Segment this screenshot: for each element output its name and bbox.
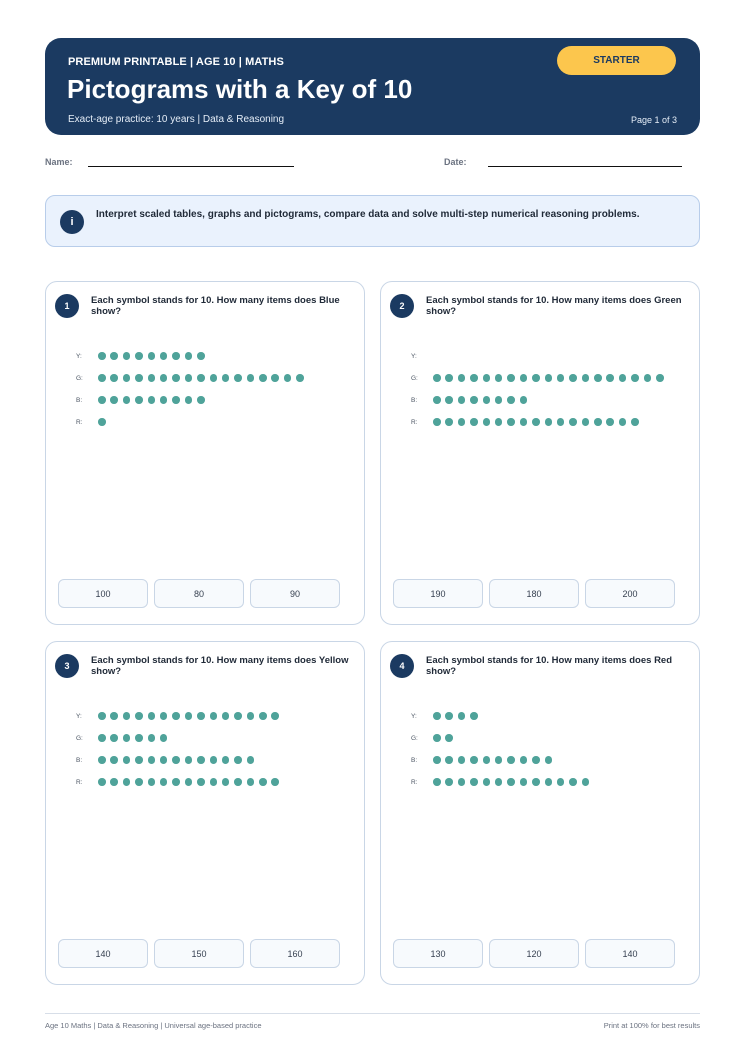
pictogram-symbol-icon <box>222 756 230 764</box>
pictogram-symbol-icon <box>470 374 478 382</box>
pictogram-symbol-icon <box>234 756 242 764</box>
pictogram-row <box>76 372 309 384</box>
pictogram-row-label: B: <box>76 756 83 764</box>
question-card <box>380 281 700 625</box>
pictogram-symbol-icon <box>296 374 304 382</box>
pictogram-symbol-icon <box>185 712 193 720</box>
pictogram-row <box>411 710 483 722</box>
pictogram-symbol-icon <box>483 418 491 426</box>
pictogram-symbols <box>433 756 557 764</box>
pictogram-row-label: G: <box>76 374 83 382</box>
pictogram-symbol-icon <box>569 374 577 382</box>
pictogram-symbol-icon <box>123 396 131 404</box>
pictogram-symbol-icon <box>507 374 515 382</box>
pictogram-symbol-icon <box>470 778 478 786</box>
pictogram-symbol-icon <box>197 778 205 786</box>
pictogram-symbol-icon <box>172 712 180 720</box>
question-text: Each symbol stands for 10. How many items does Yellow show? <box>91 655 349 677</box>
header-subtitle: Exact-age practice: 10 years | Data & Reasoning <box>68 114 285 125</box>
pictogram-symbols <box>98 712 284 720</box>
pictogram-symbol-icon <box>160 734 168 742</box>
pictogram-symbol-icon <box>507 396 515 404</box>
footer-divider <box>45 1013 700 1014</box>
pictogram-symbol-icon <box>98 352 106 360</box>
pictogram-symbol-icon <box>433 734 441 742</box>
pictogram-symbol-icon <box>98 374 106 382</box>
pictogram-symbol-icon <box>507 778 515 786</box>
pictogram-symbol-icon <box>259 374 267 382</box>
pictogram-symbol-icon <box>110 374 118 382</box>
pictogram-symbol-icon <box>656 374 664 382</box>
pictogram-symbol-icon <box>148 712 156 720</box>
pictogram-symbol-icon <box>569 418 577 426</box>
pictogram-symbol-icon <box>197 352 205 360</box>
question-number: 3 <box>55 654 79 678</box>
pictogram-symbol-icon <box>123 712 131 720</box>
pictogram-row <box>76 394 210 406</box>
pictogram-symbols <box>98 734 172 742</box>
pictogram-symbol-icon <box>110 778 118 786</box>
answer-option[interactable]: 190 <box>393 579 483 608</box>
answer-option[interactable]: 140 <box>585 939 675 968</box>
answer-options <box>393 939 681 968</box>
pictogram-symbol-icon <box>123 734 131 742</box>
answer-option[interactable]: 140 <box>58 939 148 968</box>
pictogram-symbol-icon <box>98 778 106 786</box>
pictogram-symbol-icon <box>98 734 106 742</box>
pictogram-symbol-icon <box>594 418 602 426</box>
pictogram-symbol-icon <box>98 418 106 426</box>
pictogram-symbol-icon <box>160 712 168 720</box>
pictogram-row-label: B: <box>76 396 83 404</box>
pictogram-symbol-icon <box>135 374 143 382</box>
pictogram-symbol-icon <box>520 374 528 382</box>
info-banner <box>45 195 700 247</box>
question-card <box>45 641 365 985</box>
pictogram-symbol-icon <box>172 374 180 382</box>
pictogram-symbol-icon <box>532 778 540 786</box>
pictogram-symbol-icon <box>210 374 218 382</box>
pictogram-symbol-icon <box>135 352 143 360</box>
pictogram-symbol-icon <box>271 374 279 382</box>
page-title: Pictograms with a Key of 10 <box>67 74 413 104</box>
pictogram-row-label: R: <box>411 418 418 426</box>
pictogram-symbol-icon <box>520 778 528 786</box>
pictogram-symbol-icon <box>433 418 441 426</box>
date-label: Date: <box>444 157 467 167</box>
pictogram-symbol-icon <box>619 374 627 382</box>
pictogram-row-label: G: <box>411 374 418 382</box>
pictogram-symbol-icon <box>569 778 577 786</box>
pictogram-symbols <box>433 418 644 426</box>
pictogram-symbol-icon <box>172 778 180 786</box>
pictogram-symbol-icon <box>458 396 466 404</box>
pictogram-symbol-icon <box>631 374 639 382</box>
pictogram-symbol-icon <box>495 778 503 786</box>
pictogram-symbol-icon <box>644 374 652 382</box>
pictogram-symbol-icon <box>495 418 503 426</box>
pictogram-symbol-icon <box>470 712 478 720</box>
info-text: Interpret scaled tables, graphs and pictograms, compare data and solve multi-step numerical reasoning problems. <box>96 209 640 220</box>
pictogram-symbol-icon <box>197 374 205 382</box>
pictogram-symbols <box>433 396 532 404</box>
question-number: 4 <box>390 654 414 678</box>
pictogram-symbol-icon <box>98 396 106 404</box>
pictogram-symbol-icon <box>271 778 279 786</box>
pictogram-symbol-icon <box>135 756 143 764</box>
pictogram-symbol-icon <box>545 778 553 786</box>
answer-option[interactable]: 80 <box>154 579 244 608</box>
answer-option[interactable]: 180 <box>489 579 579 608</box>
pictogram-symbol-icon <box>470 756 478 764</box>
pictogram-row <box>411 416 644 428</box>
info-icon: i <box>60 210 84 234</box>
pictogram-symbol-icon <box>172 352 180 360</box>
pictogram-symbol-icon <box>172 756 180 764</box>
pictogram-symbol-icon <box>160 396 168 404</box>
pictogram-symbols <box>433 712 483 720</box>
pictogram-symbol-icon <box>445 756 453 764</box>
pictogram-symbol-icon <box>222 778 230 786</box>
footer-left: Age 10 Maths | Data & Reasoning | Universal age-based practice <box>45 1021 262 1030</box>
pictogram-symbols <box>433 778 594 786</box>
answer-option[interactable]: 130 <box>393 939 483 968</box>
pictogram-symbol-icon <box>445 418 453 426</box>
pictogram-row-label: Y: <box>411 712 417 720</box>
pictogram-symbol-icon <box>594 374 602 382</box>
pictogram-symbol-icon <box>458 418 466 426</box>
pictogram-symbol-icon <box>631 418 639 426</box>
pictogram-symbol-icon <box>148 778 156 786</box>
pictogram-symbol-icon <box>247 756 255 764</box>
pictogram-symbol-icon <box>582 778 590 786</box>
pictogram-symbol-icon <box>495 396 503 404</box>
pictogram-symbol-icon <box>557 418 565 426</box>
worksheet-header <box>45 38 700 135</box>
pictogram-symbol-icon <box>185 374 193 382</box>
question-card <box>380 641 700 985</box>
pictogram-symbol-icon <box>110 712 118 720</box>
answer-option[interactable]: 100 <box>58 579 148 608</box>
pictogram-symbol-icon <box>110 756 118 764</box>
answer-options <box>58 939 346 968</box>
pictogram-symbol-icon <box>185 396 193 404</box>
pictogram-symbols <box>98 374 309 382</box>
pictogram-symbol-icon <box>210 778 218 786</box>
pictogram-symbol-icon <box>495 374 503 382</box>
pictogram-symbol-icon <box>433 712 441 720</box>
pictogram-symbol-icon <box>271 712 279 720</box>
footer-right: Print at 100% for best results <box>603 1021 700 1030</box>
pictogram-symbol-icon <box>606 418 614 426</box>
pictogram-symbols <box>433 734 458 742</box>
pictogram-symbol-icon <box>520 756 528 764</box>
pictogram-symbol-icon <box>495 756 503 764</box>
pictogram-symbol-icon <box>470 396 478 404</box>
pictogram-row <box>76 710 284 722</box>
question-number: 2 <box>390 294 414 318</box>
pictogram-symbol-icon <box>433 778 441 786</box>
pictogram-row <box>76 754 259 766</box>
question-card <box>45 281 365 625</box>
pictogram-symbols <box>98 778 284 786</box>
pictogram-symbol-icon <box>507 756 515 764</box>
pictogram-symbol-icon <box>234 374 242 382</box>
pictogram-symbol-icon <box>110 352 118 360</box>
pictogram-row <box>76 776 284 788</box>
pictogram-row <box>411 394 532 406</box>
pictogram-symbol-icon <box>520 418 528 426</box>
pictogram-symbol-icon <box>458 778 466 786</box>
pictogram-symbol-icon <box>433 756 441 764</box>
pictogram-symbol-icon <box>123 374 131 382</box>
pictogram-symbol-icon <box>483 778 491 786</box>
pictogram-symbol-icon <box>545 756 553 764</box>
pictogram-symbol-icon <box>557 374 565 382</box>
pictogram-symbol-icon <box>532 374 540 382</box>
pictogram-row-label: Y: <box>411 352 417 360</box>
pictogram-symbol-icon <box>445 778 453 786</box>
pictogram-symbol-icon <box>483 756 491 764</box>
pictogram-symbol-icon <box>483 374 491 382</box>
pictogram-symbol-icon <box>458 756 466 764</box>
pictogram-symbol-icon <box>210 756 218 764</box>
answer-options <box>393 579 681 608</box>
pictogram-symbol-icon <box>110 396 118 404</box>
pictogram-row-label: R: <box>76 778 83 786</box>
question-text: Each symbol stands for 10. How many items does Red show? <box>426 655 673 677</box>
pictogram-symbol-icon <box>445 374 453 382</box>
pictogram-row-label: B: <box>411 756 418 764</box>
pictogram-symbols <box>98 396 210 404</box>
pictogram-symbol-icon <box>222 712 230 720</box>
pictogram-symbol-icon <box>185 778 193 786</box>
pictogram-symbol-icon <box>110 734 118 742</box>
pictogram-row-label: R: <box>76 418 83 426</box>
pictogram-row <box>411 350 433 362</box>
pictogram-symbol-icon <box>123 352 131 360</box>
pictogram-symbol-icon <box>458 712 466 720</box>
pictogram-symbol-icon <box>210 712 218 720</box>
pictogram-row-label: G: <box>411 734 418 742</box>
pictogram-symbol-icon <box>197 396 205 404</box>
pictogram-symbol-icon <box>619 418 627 426</box>
answer-option[interactable]: 90 <box>250 579 340 608</box>
pictogram-symbol-icon <box>148 734 156 742</box>
pictogram-symbol-icon <box>433 374 441 382</box>
pictogram-symbol-icon <box>185 756 193 764</box>
pictogram-symbol-icon <box>160 756 168 764</box>
pictogram-symbol-icon <box>445 396 453 404</box>
pictogram-symbol-icon <box>606 374 614 382</box>
pictogram-symbol-icon <box>185 352 193 360</box>
pictogram-row <box>76 416 110 428</box>
pictogram-symbol-icon <box>160 352 168 360</box>
pictogram-row <box>411 732 458 744</box>
page-number: Page 1 of 3 <box>630 115 677 125</box>
pictogram-symbol-icon <box>222 374 230 382</box>
pictogram-row <box>76 350 210 362</box>
pictogram-symbol-icon <box>148 374 156 382</box>
pictogram-symbol-icon <box>445 712 453 720</box>
pictogram-symbol-icon <box>148 756 156 764</box>
pictogram-symbols <box>98 418 110 426</box>
pictogram-symbol-icon <box>197 712 205 720</box>
header-kicker: PREMIUM PRINTABLE | AGE 10 | MATHS <box>68 56 284 68</box>
pictogram-symbol-icon <box>545 418 553 426</box>
question-text: Each symbol stands for 10. How many items does Blue show? <box>91 295 340 317</box>
pictogram-row <box>76 732 172 744</box>
pictogram-symbol-icon <box>532 418 540 426</box>
pictogram-symbol-icon <box>507 418 515 426</box>
pictogram-row-label: Y: <box>76 352 82 360</box>
pictogram-symbol-icon <box>234 712 242 720</box>
pictogram-row-label: G: <box>76 734 83 742</box>
pictogram-row <box>411 754 557 766</box>
date-field[interactable] <box>488 166 682 167</box>
answer-option[interactable]: 120 <box>489 939 579 968</box>
pictogram-symbol-icon <box>98 756 106 764</box>
pictogram-symbol-icon <box>135 712 143 720</box>
pictogram-symbols <box>433 374 668 382</box>
pictogram-symbol-icon <box>197 756 205 764</box>
pictogram-row <box>411 776 594 788</box>
name-field[interactable] <box>88 166 294 167</box>
answer-option[interactable]: 160 <box>250 939 340 968</box>
pictogram-symbol-icon <box>284 374 292 382</box>
pictogram-symbol-icon <box>582 374 590 382</box>
level-badge: STARTER <box>557 46 676 75</box>
pictogram-symbol-icon <box>520 396 528 404</box>
pictogram-symbol-icon <box>582 418 590 426</box>
name-label: Name: <box>45 157 73 167</box>
pictogram-symbol-icon <box>532 756 540 764</box>
pictogram-symbol-icon <box>247 712 255 720</box>
pictogram-symbol-icon <box>259 778 267 786</box>
pictogram-symbol-icon <box>123 756 131 764</box>
answer-option[interactable]: 200 <box>585 579 675 608</box>
pictogram-symbol-icon <box>148 352 156 360</box>
pictogram-symbol-icon <box>247 778 255 786</box>
pictogram-symbol-icon <box>135 778 143 786</box>
pictogram-symbols <box>98 352 210 360</box>
pictogram-symbol-icon <box>172 396 180 404</box>
question-text: Each symbol stands for 10. How many items does Green show? <box>426 295 682 317</box>
pictogram-symbol-icon <box>458 374 466 382</box>
pictogram-row-label: R: <box>411 778 418 786</box>
pictogram-symbol-icon <box>135 734 143 742</box>
pictogram-symbol-icon <box>160 778 168 786</box>
pictogram-symbol-icon <box>259 712 267 720</box>
pictogram-symbol-icon <box>445 734 453 742</box>
question-number: 1 <box>55 294 79 318</box>
pictogram-symbol-icon <box>247 374 255 382</box>
answer-option[interactable]: 150 <box>154 939 244 968</box>
pictogram-row-label: B: <box>411 396 418 404</box>
pictogram-symbol-icon <box>470 418 478 426</box>
pictogram-symbol-icon <box>483 396 491 404</box>
pictogram-symbol-icon <box>433 396 441 404</box>
pictogram-symbol-icon <box>557 778 565 786</box>
answer-options <box>58 579 346 608</box>
pictogram-symbol-icon <box>160 374 168 382</box>
pictogram-row <box>411 372 668 384</box>
pictogram-symbol-icon <box>123 778 131 786</box>
pictogram-symbol-icon <box>135 396 143 404</box>
pictogram-symbols <box>98 756 259 764</box>
pictogram-symbol-icon <box>98 712 106 720</box>
pictogram-symbol-icon <box>148 396 156 404</box>
pictogram-symbol-icon <box>545 374 553 382</box>
pictogram-symbol-icon <box>234 778 242 786</box>
pictogram-row-label: Y: <box>76 712 82 720</box>
